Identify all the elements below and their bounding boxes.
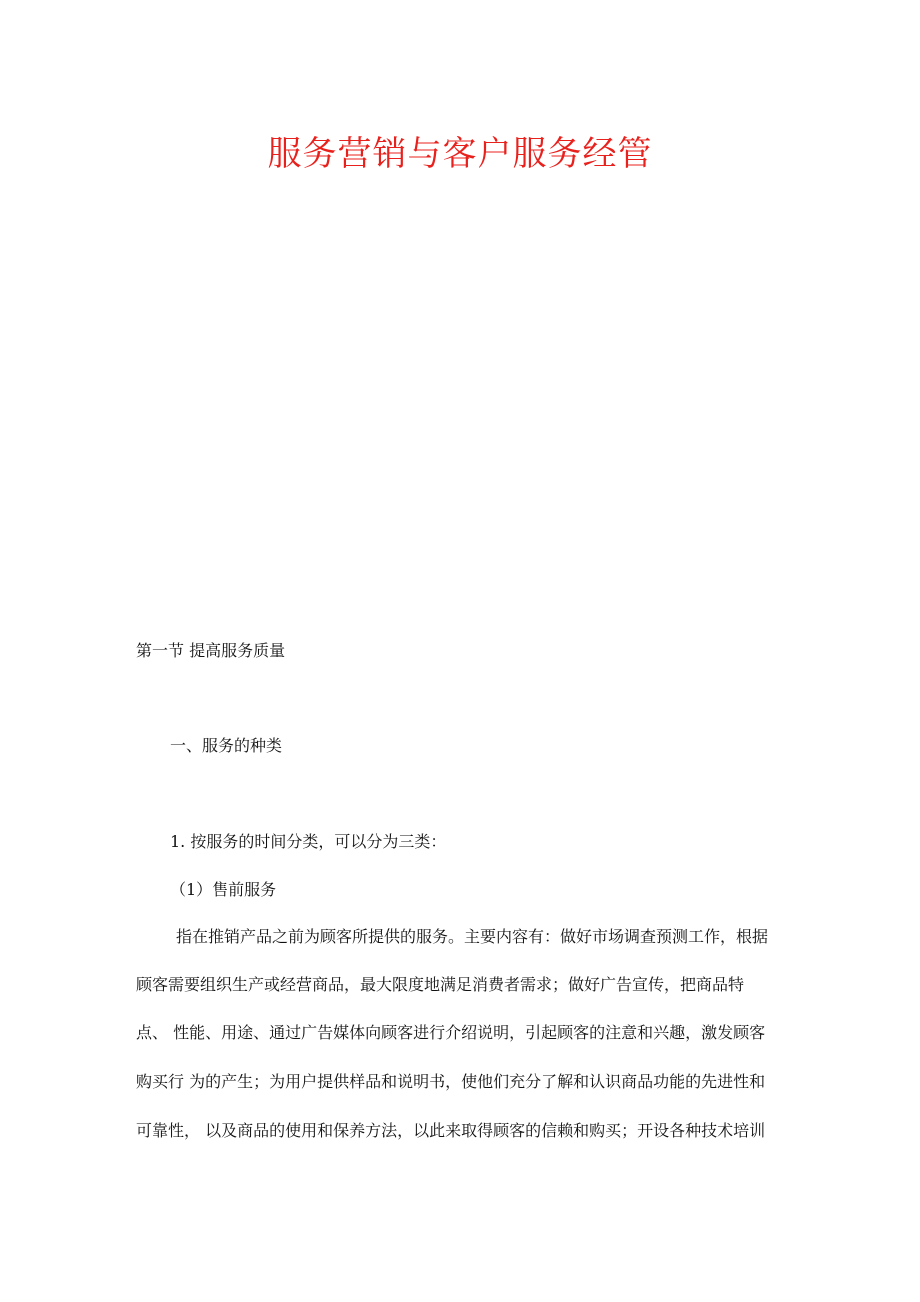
document-title: 服务营销与客户服务经管 — [267, 134, 653, 174]
paragraph-line: 顾客需要组织生产或经营商品，最大限度地满足消费者需求；做好广告宣传，把商品特 — [136, 975, 745, 994]
paragraph-line: 可靠性， 以及商品的使用和保养方法，以此来取得顾客的信赖和购买；开设各种技术培训 — [136, 1121, 766, 1140]
paragraph-line: 指在推销产品之前为顾客所提供的服务。主要内容有：做好市场调查预测工作，根据 — [176, 927, 769, 946]
item-heading: （1）售前服务 — [170, 880, 277, 899]
subsection-heading: 一、服务的种类 — [170, 736, 283, 755]
paragraph-line: 购买行 为的产生；为用户提供样品和说明书，使他们充分了解和认识商品功能的先进性和 — [136, 1072, 766, 1091]
list-heading: 1. 按服务的时间分类，可以分为三类： — [170, 832, 447, 851]
paragraph-line: 点、 性能、用途、通过广告媒体向顾客进行介绍说明，引起顾客的注意和兴趣，激发顾客 — [136, 1023, 766, 1042]
section-heading: 第一节 提高服务质量 — [136, 641, 286, 660]
